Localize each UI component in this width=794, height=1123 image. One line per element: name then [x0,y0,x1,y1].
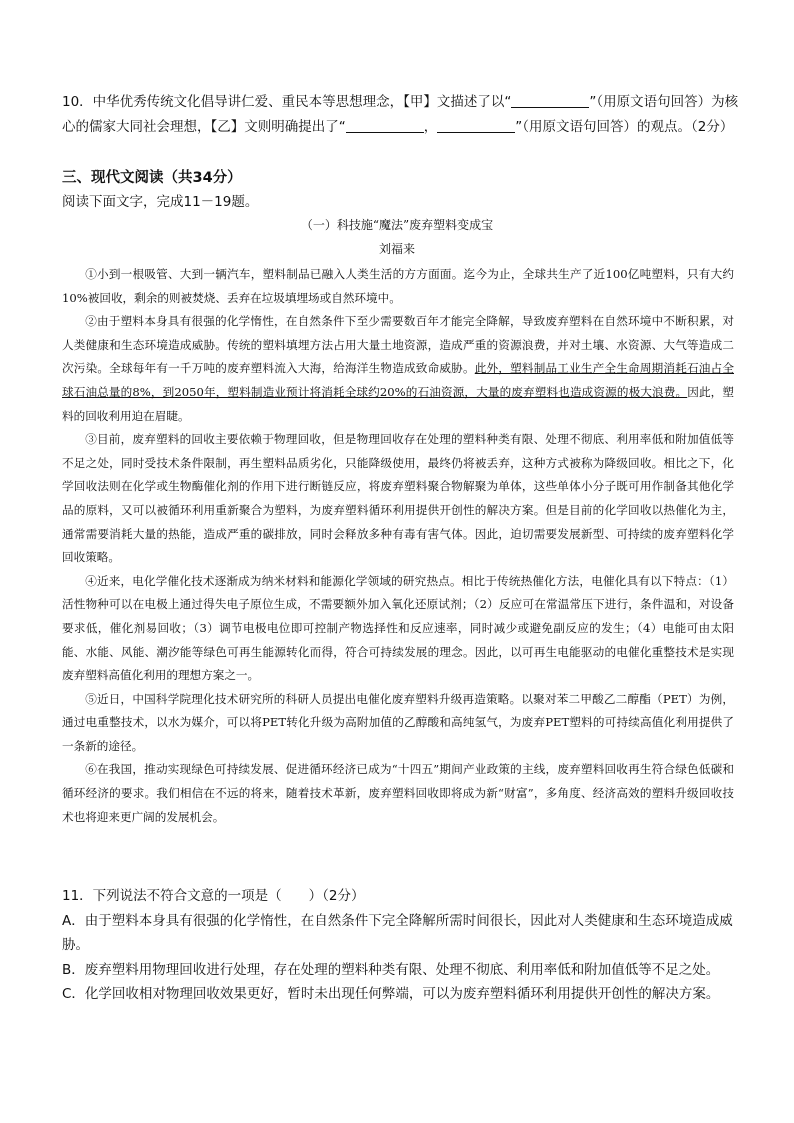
option-a: A．由于塑料本身具有很强的化学惰性，在自然条件下完全降解所需时间很长，因此对人类健康和生态环境造成威胁。 [62,912,733,953]
section-heading: 三、现代文阅读（共34分） [62,170,242,186]
article-body [62,263,734,829]
q10-text-4: ”（用原文语句回答）的观点。（2分） [515,119,734,135]
paragraph-3: ③目前，废弃塑料的回收主要依赖于物理回收，但是物理回收存在处理的塑料种类有限、处理不彻底、利用率低和附加值低等不足之处，同时受技术条件限制，再生塑料品质劣化，只能降级使用，最终仍将被丢弃，这种方式被称为降级回收。相比之下，化学回收法则在化学或生物酶催化剂的作用下进行断链反应，将废弃塑料聚合物解聚为单体，这些单体小分子既可用作制备其他化学品的原料，又可以被循环利用重新聚合为塑料，为废弃塑料循环利用提供开创性的解决方案。但是目前的化学回收以热催化为主，通常需要消耗大量的热能，造成严重的碳排放，同时会释放多种有毒有害气体。因此，迫切需要发展新型、可持续的废弃塑料化学回收策略。 [62,432,734,565]
article-author: 刘福来 [378,242,415,256]
question-10 [62,90,742,140]
answer-blank-2[interactable] [346,117,424,133]
q10-text-2: ”（用原文语句回答）为核心的儒家大同社会理想，【乙】文则明确提出了“ [62,94,739,135]
q10-text-3: ， [423,119,438,135]
paragraph-2-text-a: ②由于塑料本身具有很强的化学惰性，在自然条件下至少需要数百年才能完全降解，导致废弃塑料在自然环境中不断积累，对人类健康和生态环境造成威胁。传统的塑料填埋方法占用大量土地资源，造成严重的资源浪费，并对土壤、水资源、大气等造成二次污染。全球每年有一千万吨的废弃塑料流入大海，给海洋生物造成致命威胁。 [62,314,734,376]
paragraph-4: ④近来，电化学催化技术逐渐成为纳米材料和能源化学领域的研究热点。相比于传统热催化方法，电催化具有以下特点：（1）活性物种可以在电极上通过得失电子原位生成，不需要额外加入氧化还原试剂；（2）反应可在常温常压下进行，条件温和，对设备要求低，催化剂易回收；（3）调节电极电位即可控制产物选择性和反应速率，同时减少或避免副反应的发生；（4）电能可由太阳能、水能、风能、潮汐能等绿色可再生能源转化而得，符合可持续发展的理念。因此，以可再生电能驱动的电催化重整技术是实现废弃塑料高值化利用的理想方案之一。 [62,573,734,683]
paragraph-2 [62,310,734,428]
q10-text-1: 10．中华优秀传统文化倡导讲仁爱、重民本等思想理念，【甲】文描述了以“ [62,94,512,110]
q11-stem: 11．下列说法不符合文意的一项是（ ）（2分） [62,888,365,904]
paragraph-6: ⑥在我国，推动实现绿色可持续发展、促进循环经济已成为“十四五”期间产业政策的主线，废弃塑料回收再生符合绿色低碳和循环经济的要求。我们相信在不远的将来，随着技术革新，废弃塑料回收即将成为新“财富”，多角度、经济高效的塑料升级回收技术也将迎来更广阔的发展机会。 [62,762,734,824]
underlined-sentence: 此外，塑料制品工业生产全生命周期消耗石油占全球石油总量的8%，到2050年，塑料制造业预计将消耗全球约20%的石油资源，大量的废弃塑料也造成资源的极大浪费。 [62,361,734,399]
article-title: （一）科技施“魔法”废弃塑料变成宝 [300,218,494,232]
paragraph-5: ⑤近日，中国科学院理化技术研究所的科研人员提出电催化废弃塑料升级再造策略。以聚对苯二甲酸乙二醇酯（PET）为例，通过电重整技术，以水为媒介，可以将PET转化升级为高附加值的乙醇酸和高纯氢气，为废弃PET塑料的可持续高值化利用提供了一条新的途径。 [62,691,734,753]
paragraph-1: ①小到一根吸管、大到一辆汽车，塑料制品已融入人类生活的方方面面。迄今为止，全球共生产了近100亿吨塑料，只有大约10%被回收，剩余的则被焚烧、丢弃在垃圾填埋场或自然环境中。 [62,267,734,305]
reading-instruction: 阅读下面文字，完成11－19题。 [62,194,259,210]
option-c: C．化学回收相对物理回收效果更好，暂时未出现任何弊端，可以为废弃塑料循环利用提供开创性的解决方案。 [62,986,720,1002]
paragraph-2-text-b: 因此，塑料的回收利用迫在眉睫。 [62,384,734,423]
answer-blank-3[interactable] [437,117,515,133]
option-b: B．废弃塑料用物理回收进行处理，存在处理的塑料种类有限、处理不彻底、利用率低和附加值低等不足之处。 [62,961,720,978]
question-11 [62,884,742,1007]
answer-blank-1[interactable] [511,92,589,108]
